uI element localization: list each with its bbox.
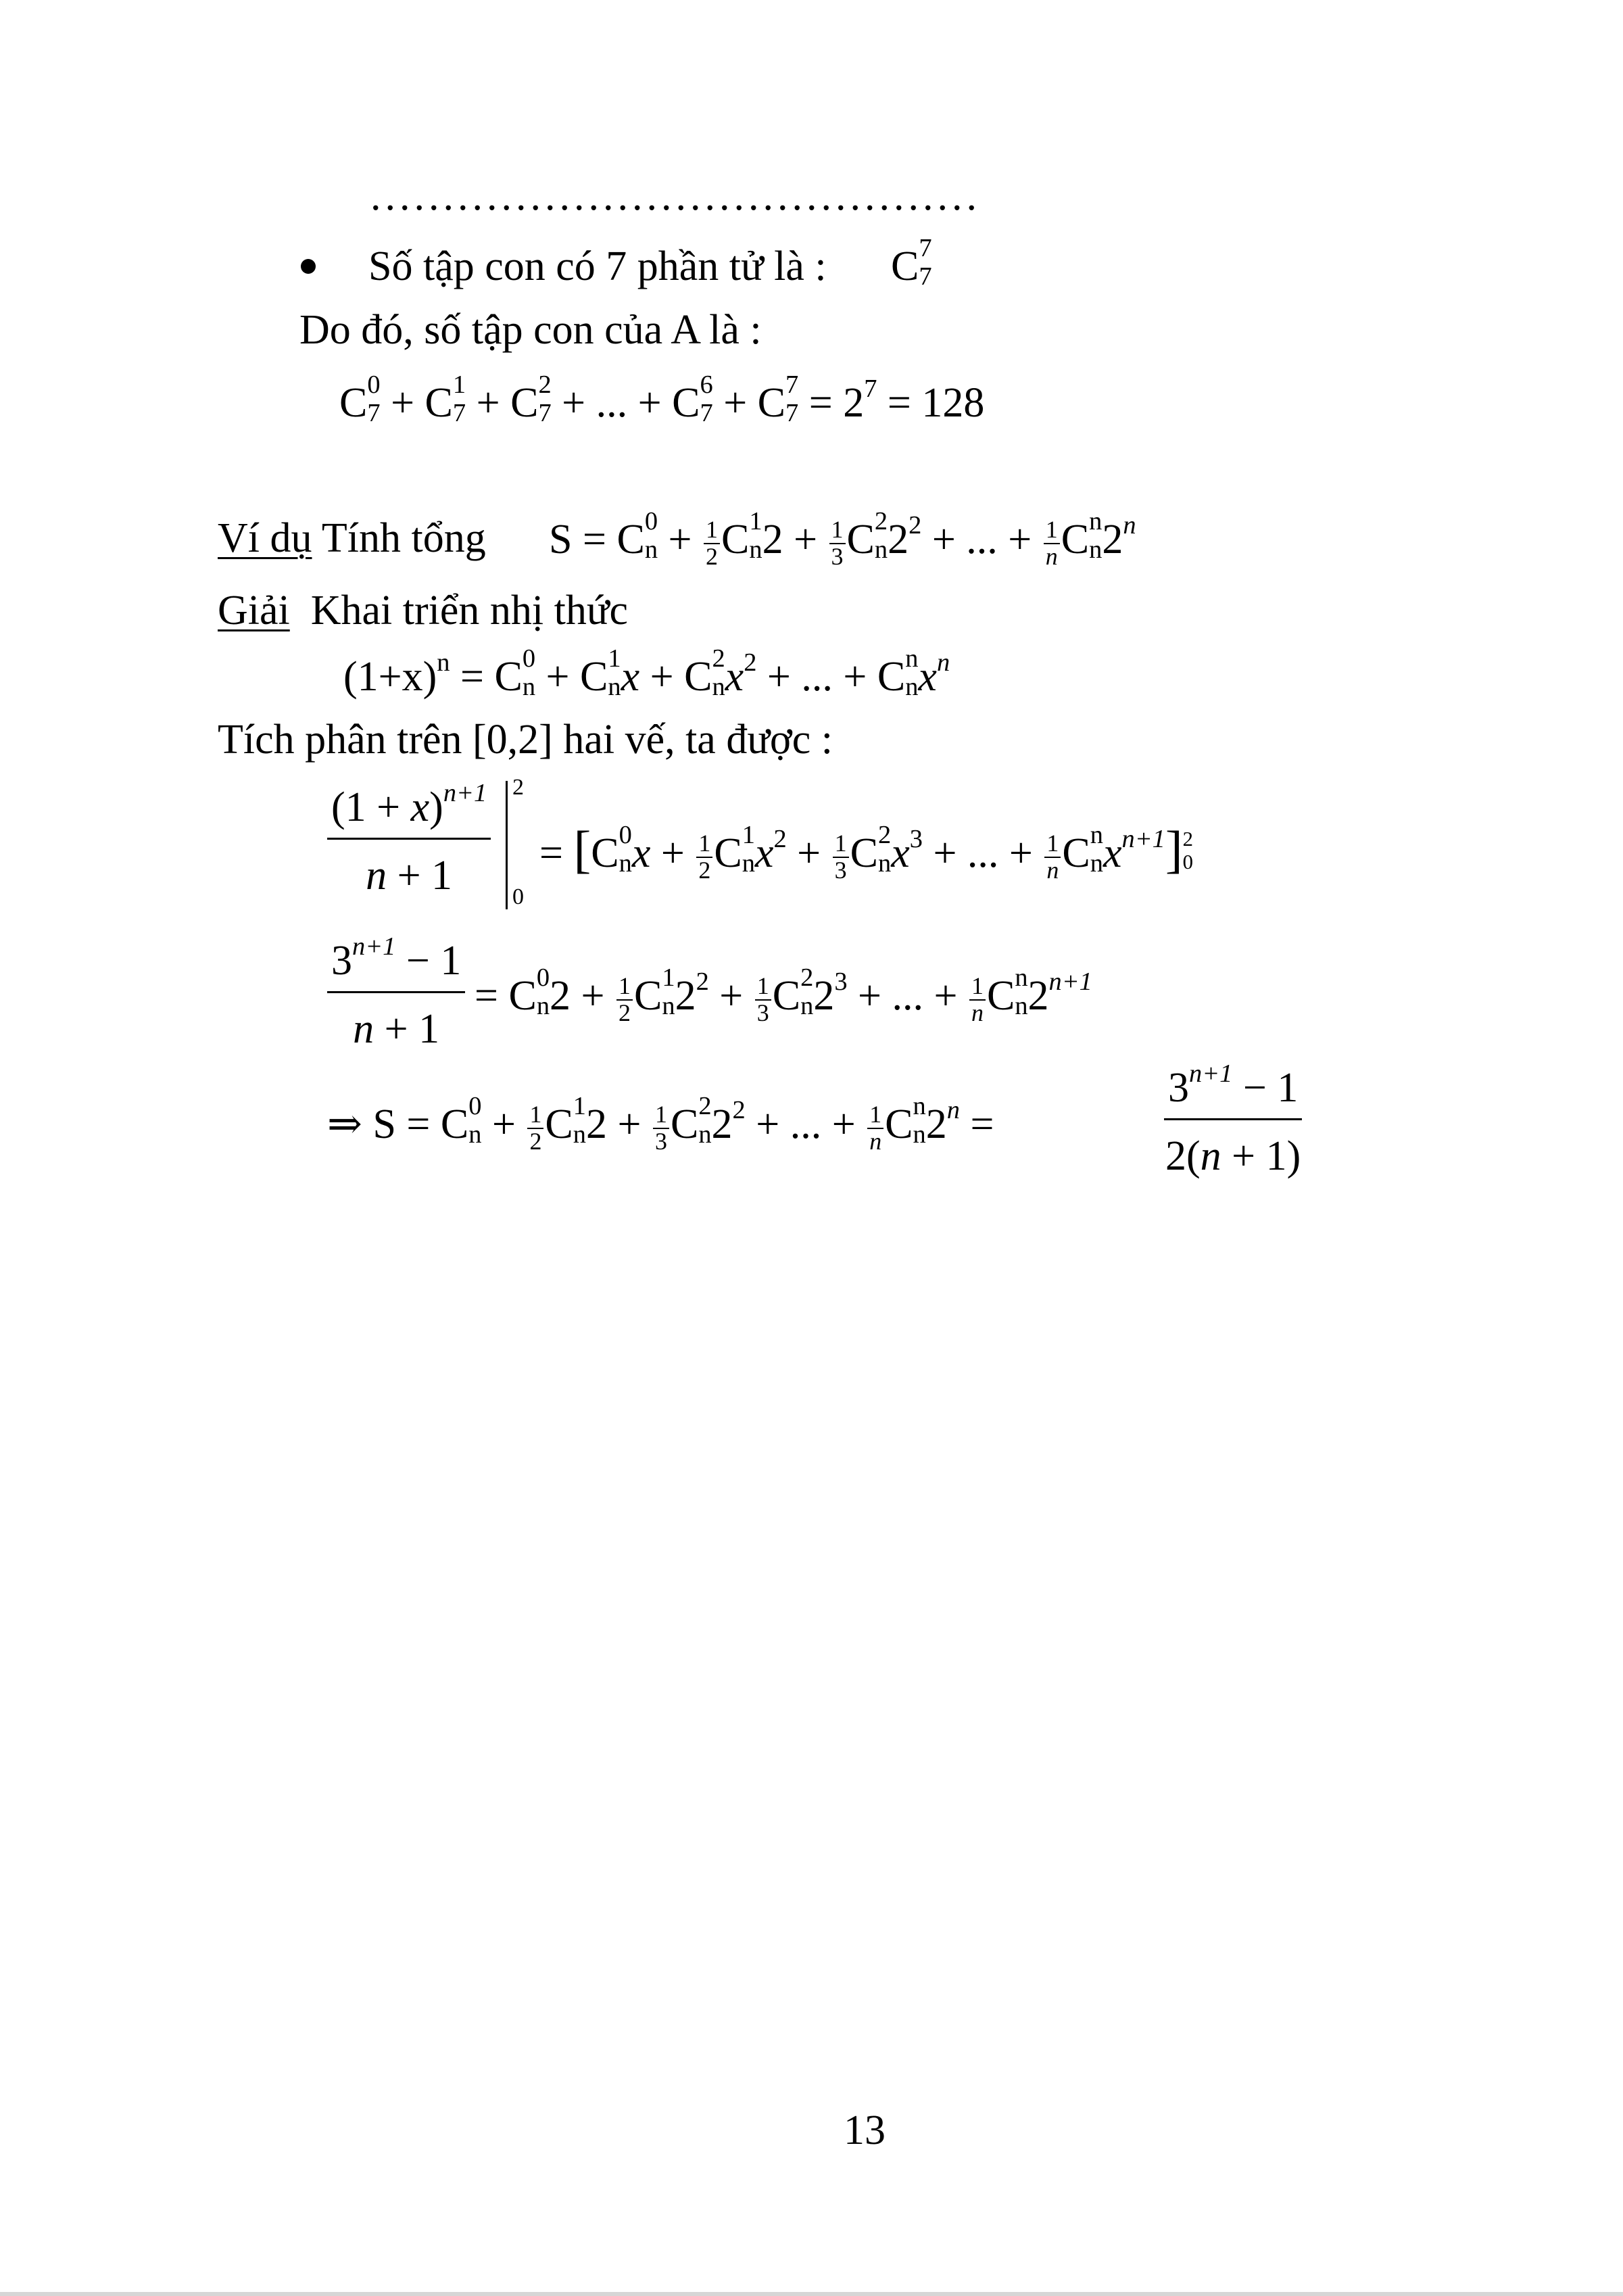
sum-equation: C 0 7 + C 1 7 + C 2 7 + ... + C 6 7 + C 7 7 = $2^7 = 128$ bbox=[339, 370, 985, 427]
bullet-expression: C 7 7 bbox=[891, 233, 932, 291]
integral-rhs: = [C 0 n x + $\frac{1}{2}$ C 1 n $x^2$ + $\frac{1}{3}$ C 2 n $x^3$ + ... + $\frac{1}{n}$ C n n $x^{n+1}$] 2 0 bbox=[539, 820, 1194, 884]
solution-text: Khai triển nhị thức bbox=[310, 588, 628, 633]
evaluation-bar bbox=[506, 781, 508, 909]
result-rhs: = C 0 n 2 + $\frac{1}{2}$ C 1 n $2^2$ + $\frac{1}{3}$ C 2 n $2^3$ + ... + $\frac{1}{n}$ C n n $2^{n+1}$ bbox=[475, 963, 1092, 1026]
bullet-icon bbox=[301, 259, 316, 274]
binomial-expansion: $(1+x)^n = C$ 0 n + C 1 n x + C 2 n $x^2$ + ... + C n n $x^n$ bbox=[343, 644, 950, 701]
result-lhs-fraction: $\frac{3^{n+1} - 1}{n + 1}$ bbox=[327, 940, 465, 1050]
bullet-label: Số tập con có 7 phần tử là : bbox=[368, 243, 827, 289]
conclusion-fraction: $\frac{3^{n+1} - 1}{2(n + 1)}$ bbox=[1164, 1067, 1302, 1177]
example-label: Ví dụ bbox=[218, 515, 312, 561]
evaluation-lower: 0 bbox=[512, 884, 524, 909]
integral-lhs-fraction: $\frac{(1 + x)^{n+1}}{n + 1}$ bbox=[327, 786, 491, 896]
page-bottom-edge bbox=[0, 2292, 1623, 2296]
do-do-line: Do đó, số tập con của A là : bbox=[299, 307, 762, 353]
solution-line bbox=[218, 590, 628, 631]
solution-label: Giải bbox=[218, 588, 290, 633]
bullet-text bbox=[368, 245, 827, 287]
example-text: Tính tổng bbox=[321, 515, 486, 561]
integral-text: Tích phân trên [0,2] hai vế, ta được : bbox=[218, 717, 833, 763]
evaluation-upper: 2 bbox=[512, 775, 524, 800]
example-expression: S = C 0 n + $\frac{1}{2}$ C 1 n 2 + $\frac{1}{3}$ C 2 n $2^2$ + ... + $\frac{1}{n}$ C n n 2$^n$ bbox=[549, 506, 1136, 570]
dotted-separator: .......................................... bbox=[370, 173, 981, 219]
page-number: 13 bbox=[844, 2107, 886, 2153]
conclusion-lhs: ⇒ S = C 0 n + $\frac{1}{2}$ C 1 n 2 + $\frac{1}{3}$ C 2 n $2^2$ + ... + $\frac{1}{n}$ C n n $2^n$ = bbox=[327, 1091, 994, 1155]
example-line bbox=[218, 517, 486, 559]
